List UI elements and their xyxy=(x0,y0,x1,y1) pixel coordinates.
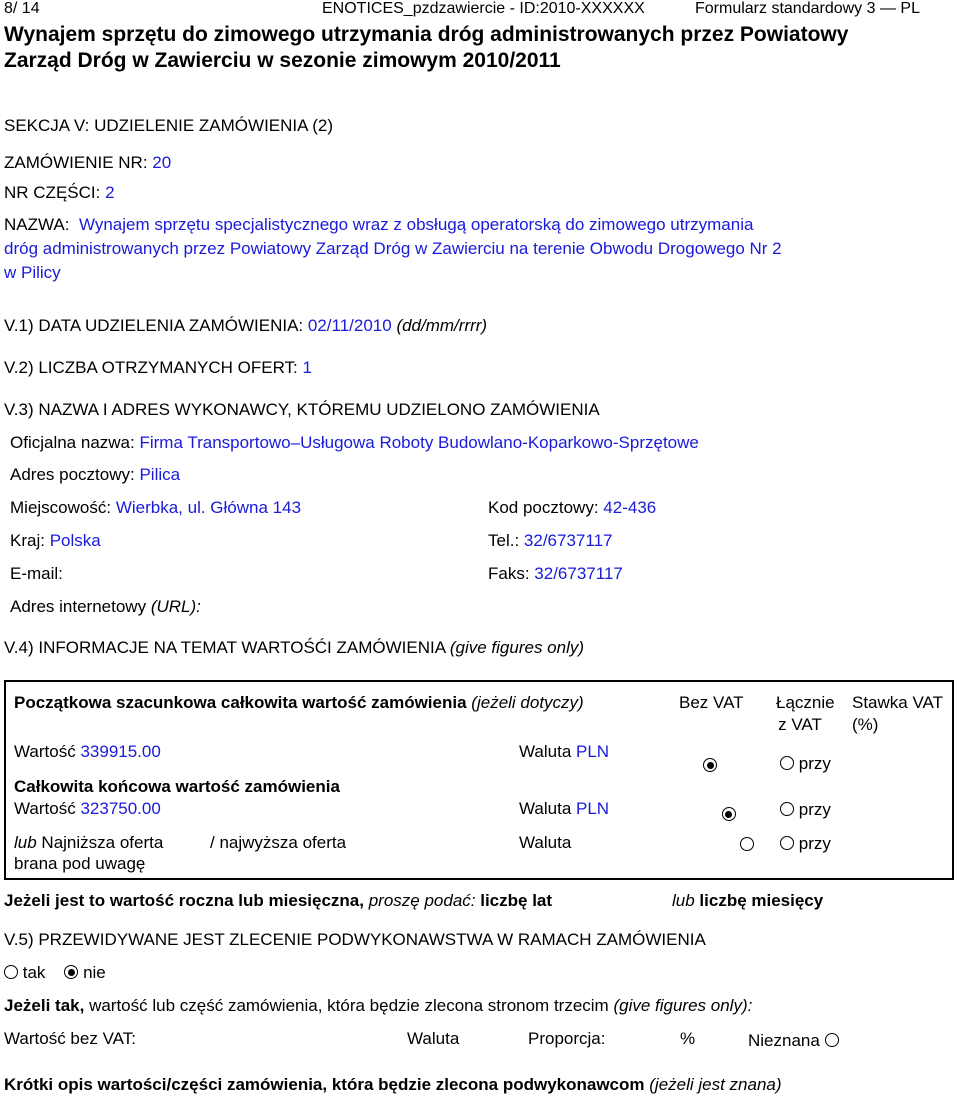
website-label: Adres internetowy xyxy=(10,597,147,616)
award-date-value: 02/11/2010 xyxy=(307,316,392,335)
lowest-label: Najniższa oferta xyxy=(41,833,164,852)
notice-id: ENOTICES_pzdzawiercie - ID:2010-XXXXXX xyxy=(322,0,645,17)
annual-hint: proszę podać: xyxy=(368,891,476,910)
final-przy-label: przy xyxy=(798,800,831,819)
lowest-lub: lub xyxy=(14,833,37,852)
initial-value-amount: 339915.00 xyxy=(80,742,161,761)
postal-address-value: Pilica xyxy=(139,465,181,484)
postcode-value: 42-436 xyxy=(603,498,657,517)
annual-label: Jeżeli jest to wartość roczna lub miesięczna, xyxy=(4,891,364,910)
offer-przy-label: przy xyxy=(798,834,831,853)
value-info-label: V.4) INFORMACJE NA TEMAT WARTOŚĆI ZAMÓWIENIA xyxy=(4,638,446,657)
col-stawka-line-2: (%) xyxy=(852,715,879,734)
part-number-value: 2 xyxy=(105,183,115,202)
if-yes-hint: (give figures only): xyxy=(613,996,753,1015)
net-value-label: Wartość bez VAT: xyxy=(4,1029,136,1048)
offer-lacznie-radio[interactable] xyxy=(780,836,794,850)
fax-label: Faks: xyxy=(488,564,530,583)
col-lacznie-line-2: z VAT xyxy=(778,715,822,734)
section-heading: SEKCJA V: UDZIELENIE ZAMÓWIENIA (2) xyxy=(4,116,334,135)
final-value xyxy=(14,799,161,819)
postal-address xyxy=(10,465,180,485)
part-number-label: NR CZĘŚCI: xyxy=(4,183,101,202)
initial-value-heading xyxy=(14,693,584,713)
subcontracting-no-radio[interactable] xyxy=(64,965,78,979)
value-box xyxy=(4,680,954,880)
col-lacznie xyxy=(776,693,835,735)
initial-currency-value: PLN xyxy=(576,742,610,761)
value-info-hint: (give figures only) xyxy=(449,638,585,657)
subcontract-currency-label: Waluta xyxy=(407,1029,460,1048)
initial-value-label: Początkowa szacunkowa całkowita wartość zamówienia xyxy=(14,693,467,712)
website-label-url: (URL): xyxy=(150,597,201,616)
initial-value xyxy=(14,742,161,762)
offer-bez-vat-radio[interactable] xyxy=(740,837,754,851)
col-bez-vat: Bez VAT xyxy=(679,693,744,712)
unknown-radio[interactable] xyxy=(825,1033,839,1047)
value-info-heading xyxy=(4,638,584,658)
contract-name-line-2: dróg administrowanych przez Powiatowy Zarząd Dróg w Zawierciu na terenie Obwodu Drogowego Nr 2 xyxy=(4,239,782,258)
if-yes-rest: wartość lub część zamówienia, która będzie zlecona stronom trzecim xyxy=(89,996,609,1015)
award-date-format: (dd/mm/rrrr) xyxy=(396,316,488,335)
col-lacznie-line-1: Łącznie xyxy=(776,693,835,712)
months-line xyxy=(672,891,823,911)
final-przy xyxy=(780,800,831,820)
initial-przy-label: przy xyxy=(798,754,831,773)
final-currency-value: PLN xyxy=(576,799,610,818)
initial-przy xyxy=(780,754,831,774)
form-name: Formularz standardowy 3 — PL xyxy=(695,0,920,17)
postcode xyxy=(488,498,656,518)
contract-name xyxy=(4,213,753,237)
if-yes-label: Jeżeli tak, xyxy=(4,996,85,1015)
proportion-label: Proporcja: xyxy=(528,1029,606,1048)
award-date xyxy=(4,316,487,336)
offer-currency-label: Waluta xyxy=(519,833,572,852)
col-stawka xyxy=(852,693,943,735)
telephone-value: 32/6737117 xyxy=(523,531,613,550)
contractor-heading: V.3) NAZWA I ADRES WYKONAWCY, KTÓREMU UDZIELONO ZAMÓWIENIA xyxy=(4,400,600,419)
postal-address-label: Adres pocztowy: xyxy=(10,465,135,484)
official-name-value: Firma Transportowo–Usługowa Roboty Budowlano-Koparkowo-Sprzętowe xyxy=(139,433,699,452)
years-label: liczbę lat xyxy=(480,891,553,910)
months-label: liczbę miesięcy xyxy=(699,891,824,910)
final-currency-label: Waluta xyxy=(519,799,572,818)
postcode-label: Kod pocztowy: xyxy=(488,498,599,517)
unknown-option xyxy=(748,1031,839,1051)
initial-value-word: Wartość xyxy=(14,742,76,761)
order-number xyxy=(4,153,171,173)
final-value-amount: 323750.00 xyxy=(80,799,161,818)
website xyxy=(10,597,201,617)
official-name-label: Oficjalna nazwa: xyxy=(10,433,135,452)
contract-name-label: NAZWA: xyxy=(4,215,70,234)
final-value-word: Wartość xyxy=(14,799,76,818)
country-label: Kraj: xyxy=(10,531,45,550)
city-value: Wierbka, ul. Główna 143 xyxy=(115,498,302,517)
order-number-value: 20 xyxy=(152,153,172,172)
fax xyxy=(488,564,623,584)
email-label: E-mail: xyxy=(10,564,63,583)
highest-offer: / najwyższa oferta xyxy=(210,833,347,852)
contract-name-line-1: Wynajem sprzętu specjalistycznego wraz z obsługą operatorską do zimowego utrzymania xyxy=(78,215,754,234)
annual-value-line xyxy=(4,891,552,911)
offers-count-value: 1 xyxy=(302,358,312,377)
final-value-heading: Całkowita końcowa wartość zamówienia xyxy=(14,777,340,796)
short-description-hint: (jeżeli jest znana) xyxy=(649,1075,782,1094)
months-lub: lub xyxy=(672,891,695,910)
country-value: Polska xyxy=(49,531,101,550)
part-number xyxy=(4,183,115,203)
initial-currency xyxy=(519,742,609,762)
telephone-label: Tel.: xyxy=(488,531,520,550)
initial-bez-vat-radio[interactable] xyxy=(703,758,717,772)
subcontracting-options xyxy=(4,963,106,983)
offers-count xyxy=(4,358,312,378)
subcontracting-no-label: nie xyxy=(83,963,106,982)
document-title-line-2: Zarząd Dróg w Zawierciu w sezonie zimowym 2010/2011 xyxy=(4,49,561,72)
order-number-label: ZAMÓWIENIE NR: xyxy=(4,153,148,172)
subcontracting-heading: V.5) PRZEWIDYWANE JEST ZLECENIE PODWYKONAWSTWA W RAMACH ZAMÓWIENIA xyxy=(4,930,706,949)
subcontracting-yes-label: tak xyxy=(22,963,46,982)
short-description-label: Krótki opis wartości/części zamówienia, która będzie zlecona podwykonawcom xyxy=(4,1075,645,1094)
fax-value: 32/6737117 xyxy=(534,564,623,583)
offer-przy xyxy=(780,834,831,854)
official-name xyxy=(10,433,699,453)
page-number: 8/ 14 xyxy=(4,0,40,17)
country xyxy=(10,531,101,551)
final-currency xyxy=(519,799,609,819)
col-stawka-line-1: Stawka VAT xyxy=(852,693,944,712)
final-lacznie-radio[interactable] xyxy=(780,802,794,816)
final-bez-vat-radio[interactable] xyxy=(722,807,736,821)
telephone xyxy=(488,531,612,551)
city-label: Miejscowość: xyxy=(10,498,112,517)
initial-value-hint: (jeżeli dotyczy) xyxy=(471,693,584,712)
award-date-label: V.1) DATA UDZIELENIA ZAMÓWIENIA: xyxy=(4,316,304,335)
contract-name-line-3: w Pilicy xyxy=(4,263,61,282)
percent-sign: % xyxy=(680,1029,696,1048)
short-description xyxy=(4,1075,782,1095)
offer-considered: brana pod uwagę xyxy=(14,854,146,873)
initial-currency-label: Waluta xyxy=(519,742,572,761)
document-title-line-1: Wynajem sprzętu do zimowego utrzymania dróg administrowanych przez Powiatowy xyxy=(4,23,849,46)
lowest-offer xyxy=(14,833,163,853)
unknown-label: Nieznana xyxy=(748,1031,820,1050)
initial-lacznie-radio[interactable] xyxy=(780,756,794,770)
offers-count-label: V.2) LICZBA OTRZYMANYCH OFERT: xyxy=(4,358,298,377)
city xyxy=(10,498,301,518)
subcontracting-if-yes xyxy=(4,996,752,1016)
subcontracting-yes-radio[interactable] xyxy=(4,965,18,979)
